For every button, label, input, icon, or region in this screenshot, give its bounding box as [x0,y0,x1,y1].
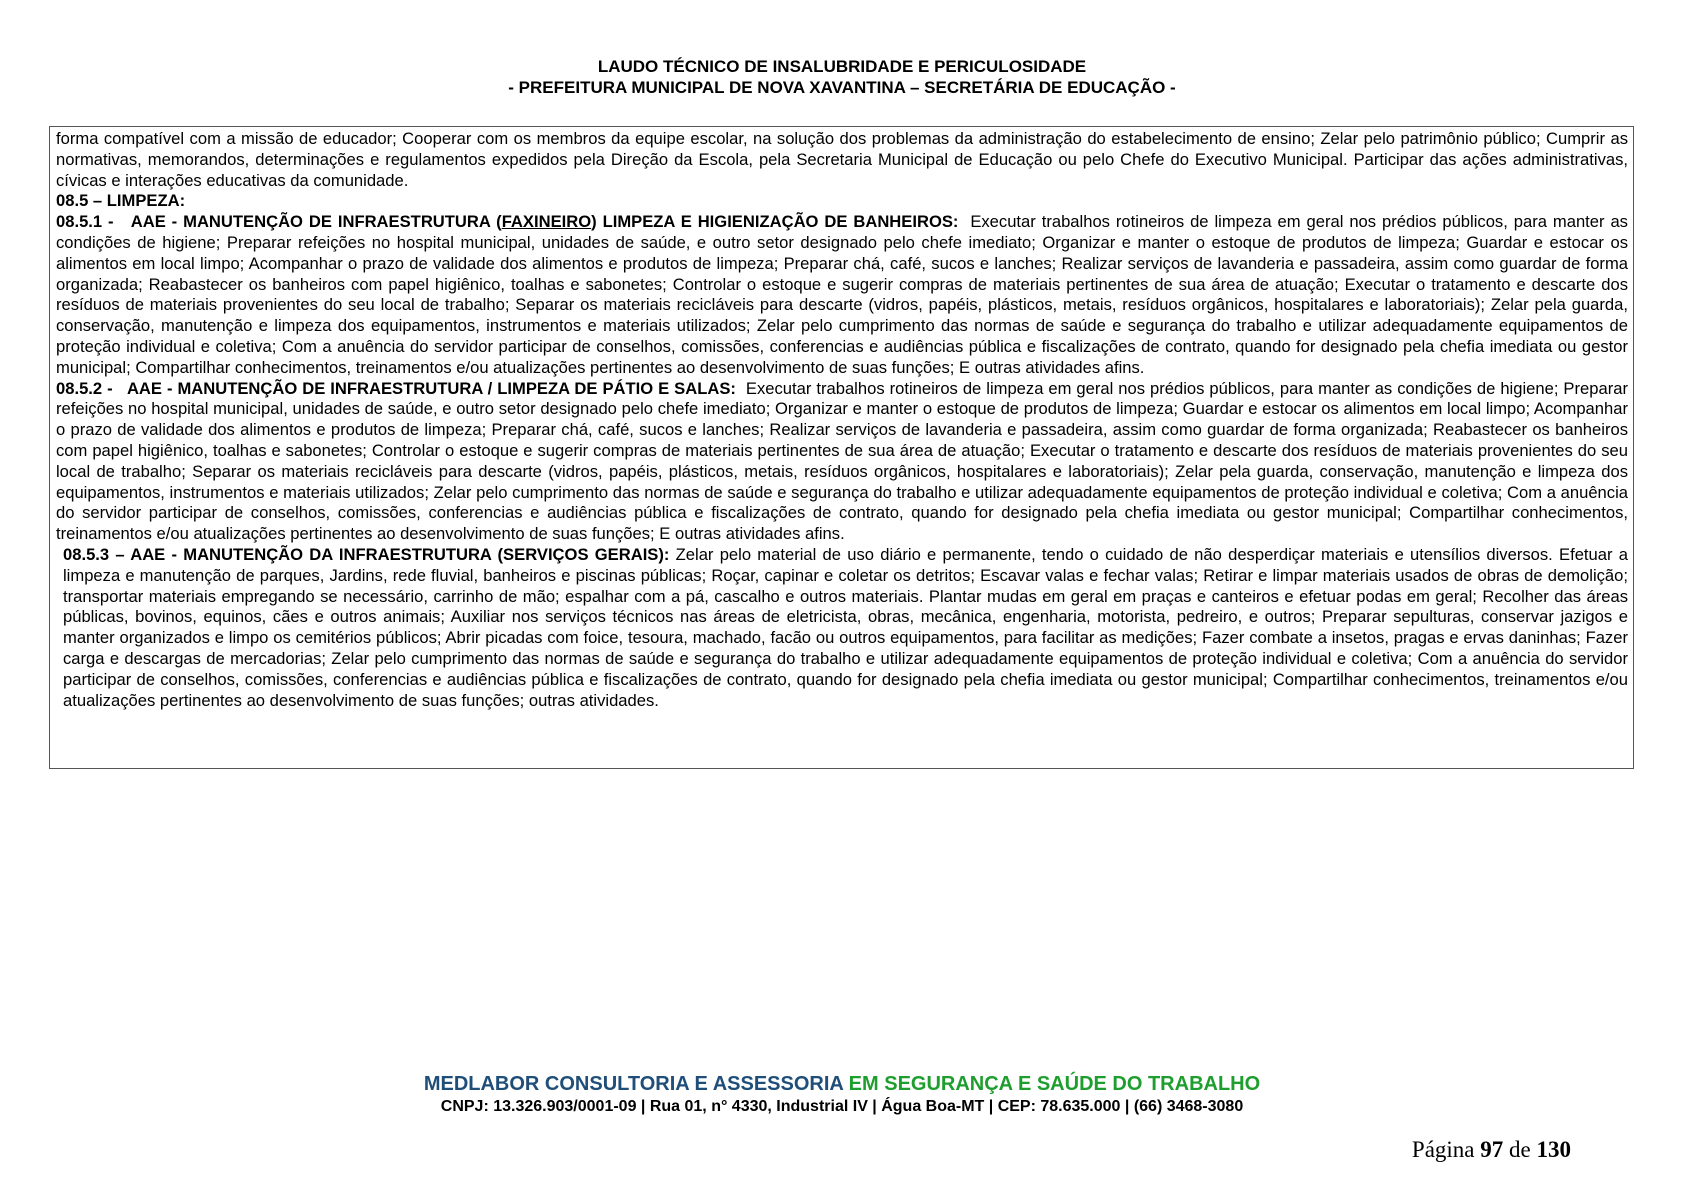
footer-company-tagline: EM SEGURANÇA E SAÚDE DO TRABALHO [848,1073,1261,1095]
page-current: 97 [1480,1137,1504,1162]
footer-company-name: MEDLABOR CONSULTORIA E ASSESSORIA [423,1073,844,1095]
section-08-5-3 [56,545,1628,711]
page-number: Página 97 de 130 [1411,1137,1571,1162]
section-08-5-2-text: Executar trabalhos rotineiros de limpeza em geral nos prédios públicos, para manter as condições de higiene; Preparar refeições no hospital municipal, unidades de saúde, e outro setor designado pelo chefe imediato; Organizar e manter o estoque de produtos de limpeza; Guardar e estocar os alimentos em local limpo; Acompanhar o prazo de validade dos alimentos e produtos de limpeza; Preparar chá, café, sucos e lanches; Realizar serviços de lavanderia e passadeira, assim como guardar de forma organizada; Reabastecer os banheiros com papel higiênico, toalhas e sabonetes; Controlar o estoque e sugerir compras de materiais pertinentes de sua área de atuação; Executar o tratamento e descarte dos resíduos de materiais provenientes do seu local de trabalho; Separar os materiais recicláveis para descarte (vidros, papéis, plásticos, metais, resíduos orgânicos, hospitalares e laboratoriais); Zelar pela guarda, conservação, manutenção e limpeza dos equipamentos, instrumentos e materiais utilizados; Zelar pelo cumprimento das normas de saúde e segurança do trabalho e utilizar adequadamente equipamentos de proteção individual e coletiva; Com a anuência do servidor participar de conselhos, comissões, conferencias e audiências pública e fiscalizações de contrato, quando for designado pela chefia imediata ou gestor municipal; Compartilhar conhecimentos, treinamentos e/ou atualizações pertinentes ao desenvolvimento de suas funções; E outras atividades afins. [56,378,1628,544]
document-header [0,56,1684,98]
header-subtitle: - PREFEITURA MUNICIPAL DE NOVA XAVANTINA – SECRETÁRIA DE EDUCAÇÃO - [508,78,1176,97]
content-box [49,126,1634,769]
intro-paragraph: forma compatível com a missão de educador; Cooperar com os membros da equipe escolar, na solução dos problemas da administração do estabelecimento de ensino; Zelar pelo patrimônio público; Cumprir as normativas, memorandos, determinações e regulamentos expedidos pela Direção da Escola, pela Secretaria Municipal de Educação ou pelo Chefe do Executivo Municipal. Participar das ações administrativas, cívicas e interações educativas da comunidade. [56,129,1628,190]
section-title: 08.5 – LIMPEZA: [56,191,186,211]
document-footer [0,1072,1684,1118]
section-08-5-2-title: 08.5.2 - AAE - MANUTENÇÃO DE INFRAESTRUTURA / LIMPEZA DE PÁTIO E SALAS: [56,378,736,398]
footer-company [0,1072,1684,1096]
section-08-5-3-title: 08.5.3 – AAE - MANUTENÇÃO DA INFRAESTRUTURA (SERVIÇOS GERAIS): [63,544,670,564]
section-08-5-1-title: 08.5.1 - AAE - MANUTENÇÃO DE INFRAESTRUTURA (FAXINEIRO) LIMPEZA E HIGIENIZAÇÃO DE BANHEIROS: [56,212,959,232]
section-08-5-1 [56,212,1628,378]
section-08-5-2 [56,379,1628,545]
header-title: LAUDO TÉCNICO DE INSALUBRIDADE E PERICULOSIDADE [597,57,1087,76]
section-08-5-1-text: Executar trabalhos rotineiros de limpeza em geral nos prédios públicos, para manter as condições de higiene; Preparar refeições no hospital municipal, unidades de saúde, e outro setor designado pelo chefe imediato; Organizar e manter o estoque de produtos de limpeza; Guardar e estocar os alimentos em local limpo; Acompanhar o prazo de validade dos alimentos e produtos de limpeza; Preparar chá, café, sucos e lanches; Realizar serviços de lavanderia e passadeira, assim como guardar de forma organizada; Reabastecer os banheiros com papel higiênico, toalhas e sabonetes; Controlar o estoque e sugerir compras de materiais pertinentes de sua área de atuação; Executar o tratamento e descarte dos resíduos de materiais provenientes do seu local de trabalho; Separar os materiais recicláveis para descarte (vidros, papéis, plásticos, metais, resíduos orgânicos, hospitalares e laboratoriais); Zelar pela guarda, conservação, manutenção e limpeza dos equipamentos, instrumentos e materiais utilizados; Zelar pelo cumprimento das normas de saúde e segurança do trabalho e utilizar adequadamente equipamentos de proteção individual e coletiva; Com a anuência do servidor participar de conselhos, comissões, conferencias e audiências pública e fiscalizações de contrato, quando for designado pela chefia imediata ou gestor municipal; Compartilhar conhecimentos, treinamentos e/ou atualizações pertinentes ao desenvolvimento de suas funções; E outras atividades afins. [56,212,1628,377]
section-08-5-3-text: Zelar pelo material de uso diário e permanente, tendo o cuidado de não desperdiçar materiais e utensílios diversos. Efetuar a limpeza e manutenção de parques, Jardins, rede fluvial, banheiros e piscinas públicas; Roçar, capinar e coletar os detritos; Escavar valas e fechar valas; Retirar e limpar materiais usados de obras de demolição; transportar materiais empregando se necessário, carrinho de mão; espalhar com a pá, cascalho e outros materiais. Plantar mudas em geral em praças e canteiros e efetuar podas em geral; Recolher das áreas públicas, bovinos, equinos, cães e outros animais; Auxiliar nos serviços técnicos nas áreas de eletricista, obras, mecânica, engenharia, motorista, pedreiro, e outros; Preparar sepulturas, conservar jazigos e manter organizados e limpo os cemitérios públicos; Abrir picadas com foice, tesoura, machado, facão ou outros equipamentos, para facilitar as medições; Fazer combate a insetos, pragas e ervas daninhas; Fazer carga e descargas de mercadorias; Zelar pelo cumprimento das normas de saúde e segurança do trabalho e utilizar adequadamente equipamentos de proteção individual e coletiva; Com a anuência do servidor participar de conselhos, comissões, conferencias e audiências pública e fiscalizações de contrato, quando for designado pela chefia imediata ou gestor municipal; Compartilhar conhecimentos, treinamentos e/ou atualizações pertinentes ao desenvolvimento de suas funções; outras atividades. [63,544,1628,710]
page-total: 130 [1536,1137,1571,1162]
footer-address: CNPJ: 13.326.903/0001-09 | Rua 01, n° 4330, Industrial IV | Água Boa-MT | CEP: 78.635.000 | (66) 3468-3080 [440,1098,1244,1115]
